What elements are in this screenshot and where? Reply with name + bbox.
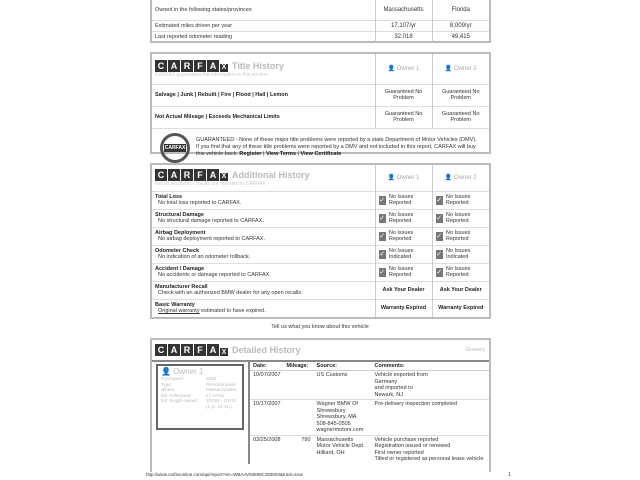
checkmark-icon: ✓: [379, 196, 386, 204]
comment-line: Titled or registered as personal lease vehicle: [374, 456, 484, 462]
field-value: 2008: [206, 376, 217, 381]
row-description: [155, 272, 372, 279]
owner2-value: Florida: [432, 0, 489, 20]
title-row: [152, 84, 489, 106]
status-text: No Issues Indicated: [388, 248, 414, 260]
status-text: No Issues Reported: [445, 212, 471, 224]
owner2-status: [432, 209, 489, 227]
field-label: Where:: [161, 387, 176, 392]
field-label: Type:: [161, 381, 173, 387]
record-row: [250, 435, 489, 464]
status-cell: [379, 194, 429, 206]
description-text: No total loss reported to CARFAX.: [158, 200, 242, 206]
field-value: 3/2008 - 2/1/10 (1 yr. 10 mo.): [206, 398, 237, 409]
owner2-status: [432, 299, 489, 317]
row-label-cell: [152, 299, 375, 317]
row-title: Basic Warranty: [155, 301, 195, 308]
record-mileage: 790: [284, 435, 314, 464]
description-text: No airbag deployment reported to CARFAX.: [158, 236, 266, 242]
status-text: Warranty Expired: [380, 305, 427, 312]
status-cell: [379, 230, 429, 242]
footer-url: http://www.carfaxonline.com/api/report?vin=WBAAV93598C283603&track=true: [146, 472, 304, 477]
row-description: [155, 308, 372, 315]
owner2-status: [432, 281, 489, 299]
status-text: No Issues Reported: [445, 266, 471, 278]
detailed-history-section: [150, 338, 491, 472]
summary-row: [152, 31, 489, 42]
row-description: [155, 236, 372, 243]
owner1-value: 17,107/yr: [375, 20, 432, 31]
column-header: Comments:: [372, 362, 489, 371]
status-text: No Issues Reported: [388, 212, 414, 224]
checkmark-icon: ✓: [379, 214, 386, 222]
row-label-cell: [152, 209, 375, 227]
status-text: No Issues Reported: [388, 266, 414, 278]
view-terms-link[interactable]: View Terms: [265, 151, 296, 157]
owner1-status: [375, 281, 432, 299]
row-description: [155, 218, 372, 225]
owner2-value: 49,415: [432, 31, 489, 42]
history-row: [152, 245, 489, 263]
history-row: [152, 227, 489, 245]
comment-line: First owner reported: [374, 449, 424, 456]
history-row: [152, 281, 489, 299]
history-row: [152, 263, 489, 281]
row-label-cell: [152, 281, 375, 299]
owner2-value: 8,009/yr: [432, 20, 489, 31]
record-source: Massachusetts Motor Vehicle Dept. Hilliard, OH: [314, 435, 372, 464]
checkmark-icon: ✓: [436, 214, 443, 222]
record-date: 10/07/2007: [250, 371, 284, 400]
row-label-cell: [152, 245, 375, 263]
owner2-status: [432, 191, 489, 209]
description-text: No structural damage reported to CARFAX.: [158, 218, 264, 224]
status-cell: [379, 212, 429, 224]
field-value: Personal lease: [206, 381, 236, 387]
carfax-guaranteed-seal: CARFAX: [160, 133, 190, 163]
owner2-status: Guaranteed No Problem: [432, 106, 489, 128]
record-mileage: [284, 400, 314, 436]
owner1-value: Massachusetts: [375, 0, 432, 20]
status-text: No Issues Reported: [388, 230, 414, 242]
status-text: Ask Your Dealer: [382, 287, 425, 293]
status-text: No Issues Indicated: [445, 248, 471, 260]
description-text: estimated to have expired.: [199, 308, 266, 315]
status-cell: [436, 230, 487, 242]
summary-table: [150, 0, 491, 43]
record-date: 10/17/2007: [250, 400, 284, 436]
status-text: No Issues Reported: [388, 194, 414, 206]
row-description: [155, 200, 372, 207]
row-label-cell: [152, 227, 375, 245]
owner2-status: [432, 227, 489, 245]
comment-line: Registration issued or renewed: [374, 443, 451, 449]
field-value: Massachusetts: [206, 387, 237, 392]
row-title: Manufacturer Recall: [155, 283, 208, 290]
additional-history-section: [150, 163, 491, 319]
comment-line: Newark, NJ: [374, 391, 403, 398]
section-title: Additional History: [232, 169, 310, 180]
comment-line: Vehicle exported from: [374, 372, 428, 378]
record-comments: [372, 371, 489, 400]
history-row: [152, 191, 489, 209]
status-cell: [436, 305, 487, 311]
row-title: Accident / Damage: [155, 265, 205, 272]
status-cell: [436, 287, 487, 293]
checkmark-icon: ✓: [436, 250, 443, 258]
owner1-header: 👤 Owner 1: [375, 54, 432, 84]
owner1-status: [375, 227, 432, 245]
row-description: [155, 254, 372, 261]
row-label-cell: [152, 263, 375, 281]
column-header: Mileage:: [284, 362, 314, 371]
field-label: Est. miles/year:: [161, 392, 192, 398]
summary-row: [152, 0, 489, 20]
description-text: Check with an authorized BMW dealer for any open recalls.: [158, 290, 303, 296]
owner1-status: [375, 299, 432, 317]
status-text: Warranty Expired: [438, 305, 484, 312]
owner1-status: Guaranteed No Problem: [375, 106, 432, 128]
record-mileage: [284, 371, 314, 400]
owner1-value: 32,018: [375, 31, 432, 42]
status-text: No Issues Reported: [445, 230, 471, 242]
row-description: [155, 290, 372, 297]
status-cell: [379, 248, 429, 260]
description-text: No indication of an odometer rollback.: [158, 254, 251, 260]
records-table: [248, 362, 489, 464]
checkmark-icon: ✓: [436, 232, 443, 240]
record-comments: [372, 400, 489, 436]
owner1-status: [375, 245, 432, 263]
history-row: [152, 209, 489, 227]
owner-summary: [152, 362, 248, 464]
original-warranty-link[interactable]: Original warranty: [158, 308, 200, 315]
comment-line: Pre-delivery inspection completed: [374, 401, 458, 407]
record-row: [250, 400, 489, 436]
title-history-section: [150, 52, 491, 157]
section-title: Title History: [232, 60, 284, 71]
section-title: Detailed History: [232, 345, 301, 355]
summary-row: [152, 20, 489, 31]
view-certificate-link[interactable]: View Certificate: [300, 151, 342, 157]
checkmark-icon: ✓: [379, 232, 386, 240]
checkmark-icon: ✓: [379, 250, 386, 258]
guarantee-text: GUARANTEED - None of these major title problems were reported by a state Department of Motor Vehicles (DMV). If you find that any of these title problems were reported by a DMV and not included in this report, CARFAX will buy this vehicle back.: [196, 137, 477, 157]
title-row: [152, 106, 489, 128]
owner-title: 👤 Owner 1: [161, 367, 204, 376]
status-text: Ask Your Dealer: [439, 287, 482, 293]
field-label: Est. length owned:: [161, 398, 199, 403]
status-cell: [379, 305, 429, 311]
owner2-status: [432, 245, 489, 263]
carfax-logo: C A R F A X: [155, 169, 228, 181]
row-title: Odometer Check: [155, 247, 200, 254]
row-label: Not Actual Mileage | Exceeds Mechanical Limits: [152, 106, 375, 128]
comment-line: and imported to: [374, 385, 413, 391]
owner1-status: Guaranteed No Problem: [375, 84, 432, 106]
owner2-header: 👤 Owner 2: [432, 54, 489, 84]
row-label: Salvage | Junk | Rebuilt | Fire | Flood | Hail | Lemon: [152, 84, 375, 106]
checkmark-icon: ✓: [379, 268, 386, 276]
carfax-logo: C A R F A X: [155, 60, 228, 72]
owner1-status: [375, 209, 432, 227]
row-title: Structural Damage: [155, 211, 204, 218]
row-title: Airbag Deployment: [155, 229, 206, 236]
owner2-status: [432, 263, 489, 281]
row-label-cell: [152, 191, 375, 209]
tell-us-link[interactable]: Tell us what you know about this vehicle: [271, 324, 369, 330]
record-source: US Customs: [314, 371, 372, 400]
row-label: Last reported odometer reading: [152, 31, 375, 42]
record-source: Wagner BMW Of Shrewsbury Shrewsbury, MA 508-845-0505 wagnermotors.com: [314, 400, 372, 436]
owner2-status: Guaranteed No Problem: [432, 84, 489, 106]
comment-line: Vehicle purchase reported: [374, 436, 439, 443]
status-cell: [436, 194, 487, 206]
status-cell: [436, 248, 487, 260]
row-label: Estimated miles driven per year: [152, 20, 375, 31]
field-label: Purchased:: [161, 376, 184, 381]
field-value: 17,107/yr: [206, 392, 225, 398]
register-link[interactable]: Register: [239, 151, 262, 157]
records-header: [250, 362, 489, 371]
history-row: [152, 299, 489, 317]
owner1-header: 👤 Owner 1: [375, 165, 432, 191]
row-title: Total Loss: [155, 193, 183, 200]
row-label: Owned in the following states/provinces: [155, 6, 252, 13]
checkmark-icon: ✓: [436, 196, 443, 204]
comment-line: Germany: [374, 378, 398, 385]
status-cell: [436, 266, 487, 278]
column-header: Date:: [250, 362, 284, 371]
status-text: No Issues Reported: [445, 194, 471, 206]
section-subtitle: Not all accidents / issues are reported to CARFAX: [155, 180, 266, 187]
owner1-status: [375, 191, 432, 209]
page-number: 1: [508, 472, 511, 478]
status-cell: [436, 212, 487, 224]
section-subtitle: CARFAX guarantees the information in this section: [155, 71, 268, 78]
description-text: No accidents or damage reported to CARFAX.: [158, 272, 271, 278]
guarantee-block: CARFAX GUARANTEED - None of these major title problems were reported by a state Department of Motor Vehicles (DMV). If you find that any of these title problems were reported by a DMV and not included in this report, CARFAX will buy this vehicle back. Register | View Terms | View Certificate: [152, 128, 489, 166]
status-cell: [379, 287, 429, 293]
glossary-link[interactable]: Glossary: [465, 347, 485, 353]
owner2-header: 👤 Owner 2: [432, 165, 489, 191]
record-row: [250, 371, 489, 400]
owner-field: [161, 398, 239, 409]
status-cell: [379, 266, 429, 278]
record-date: 03/25/2008: [250, 435, 284, 464]
carfax-logo: C A R F A X: [155, 344, 228, 356]
checkmark-icon: ✓: [436, 268, 443, 276]
column-header: Source:: [314, 362, 372, 371]
record-comments: [372, 435, 489, 464]
owner1-status: [375, 263, 432, 281]
